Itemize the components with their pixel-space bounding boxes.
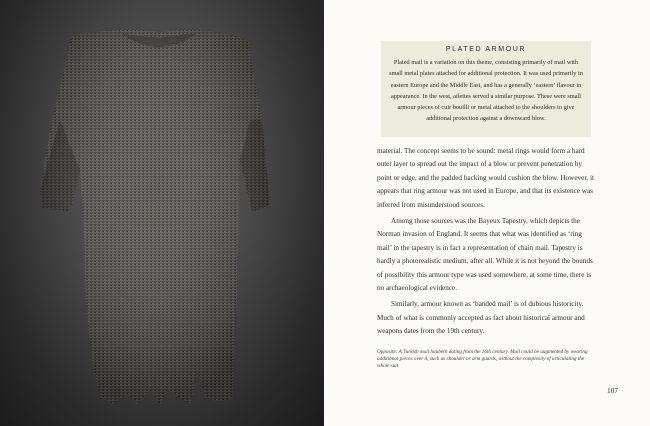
text-page xyxy=(324,0,650,426)
body-paragraph: Among those sources was the Bayeux Tapestry, which depicts the Norman invasion of England. It seems that what was identified as ‘ring mail’ in the tapestry is in fact a representation of chain mail. Tapestry is hardly a photorealistic medium, after all. While it is not beyond the bounds of possibility this armour type was used somewhere, at some time, there is no archaeological evidence. xyxy=(377,217,593,293)
photo-caption: Opposite: A Turkish mail hauberk dating from the 16th century. Mail could be augmented by wearing additional pieces over it, such as shoulder or arm guards, without the complexity of articulating the whole suit. xyxy=(377,349,588,369)
sidebar-box xyxy=(381,41,591,137)
sidebar-title: PLATED ARMOUR xyxy=(445,46,527,53)
body-paragraph: material. The concept seems to be sound: metal rings would form a hard outer layer to spread out the impact of a blow or prevent penetration by point or edge, and the padded backing would cushion the blow. However, it appears that ring armour was not used in Europe, and that its existence was inferred from misunderstood sources. xyxy=(377,147,595,209)
body-text xyxy=(377,145,597,339)
body-paragraph: Similarly, armour known as ‘banded mail’ is of dubious historicity. Much of what is commonly accepted as fact about historical armour and weapons dates from the 19th century. xyxy=(377,300,585,336)
page-number: 107 xyxy=(607,386,619,395)
chainmail-hauberk-photo xyxy=(0,0,324,426)
sidebar-body: Plated mail is a variation on this theme, consisting primarily of mail with small metal plates attached for additional protection. It was used primarily in eastern Europe and the Middle East, and has a generally ‘eastern’ flavour in appearance. In the west, ailettes served a similar purpose. These were small armour pieces of cuir bouilli or metal attached to the shoulders to give additional protection against a downward blow. xyxy=(389,59,583,123)
photo-page xyxy=(0,0,324,426)
